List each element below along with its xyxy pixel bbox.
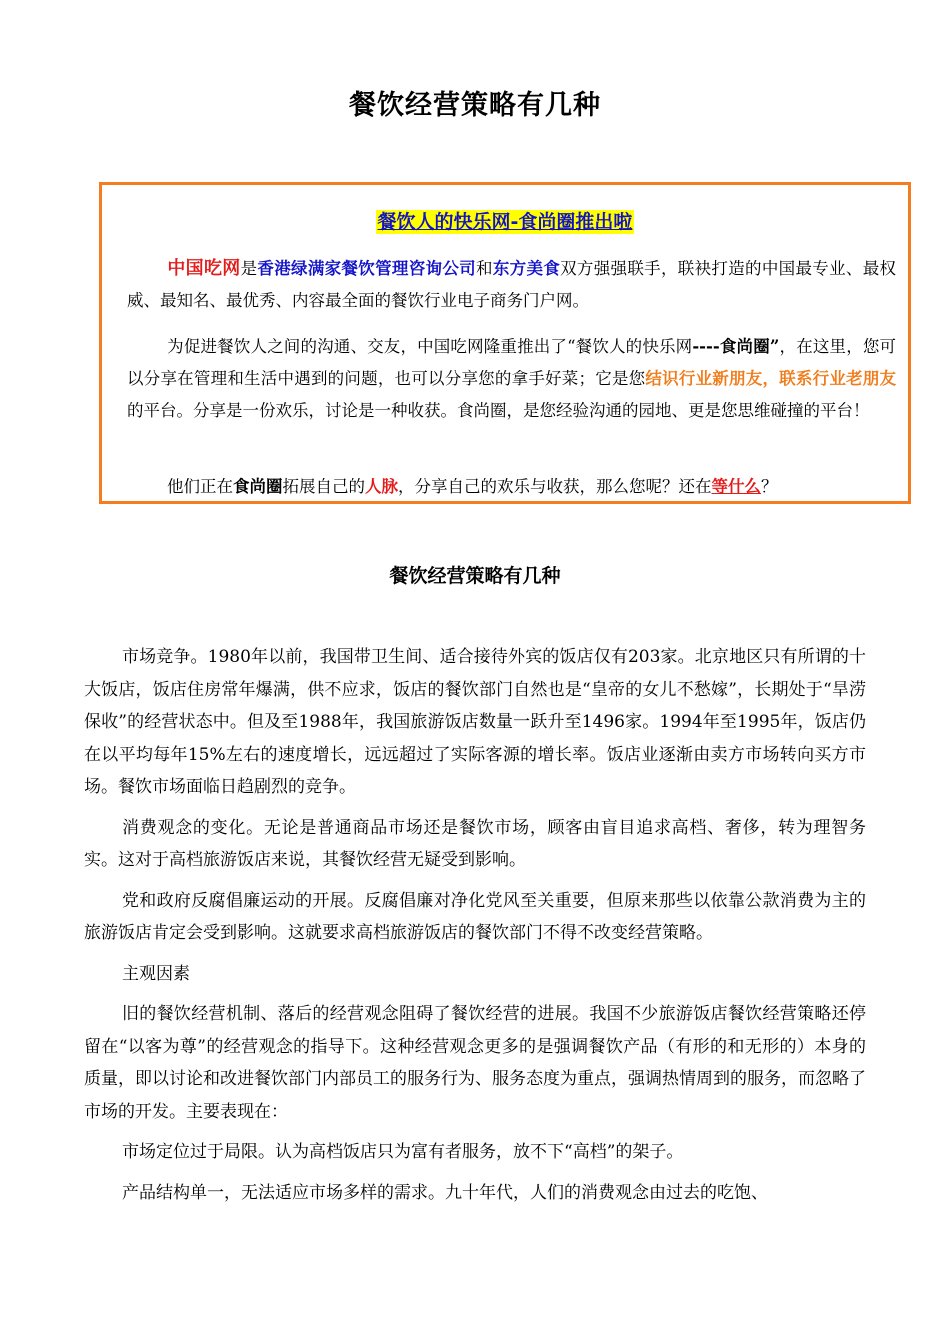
highlight-friends: 结识行业新朋友，联系行业老朋友 (645, 369, 897, 388)
article-paragraph: 党和政府反腐倡廉运动的开展。反腐倡廉对净化党风至关重要，但原来那些以依靠公款消费为主的旅游饭店肯定会受到影响。这就要求高档旅游饭店的餐饮部门不得不改变经营策略。 (84, 890, 866, 943)
document-title: 餐饮经营策略有几种 (349, 90, 601, 121)
promo-paragraph-3: 他们正在食尚圈拓展自己的人脉，分享自己的欢乐与收获，那么您呢？还在等什么？ (167, 477, 778, 496)
brand-name: 中国吃网 (167, 258, 241, 279)
article-paragraph: 市场定位过于局限。认为高档饭店只为富有者服务，放不下“高档”的架子。 (122, 1142, 684, 1162)
promo-headline[interactable] (102, 207, 908, 234)
article-title: 餐饮经营策略有几种 (389, 565, 561, 587)
promo-paragraph-2: 为促进餐饮人之间的沟通、交友，中国吃网隆重推出了“餐饮人的快乐网----食尚圈”，在这里，您可以分享在管理和生活中遇到的问题，也可以分享您的拿手好菜；它是您结识行业新朋友，联系行业老朋友的平台。分享是一份欢乐，讨论是一种收获。食尚圈，是您经验沟通的园地、更是您思维碰撞的平台！ (127, 337, 897, 420)
promo-box (99, 182, 911, 504)
article-paragraph: 市场竞争。1980年以前，我国带卫生间、适合接待外宾的饭店仅有203家。北京地区只有所谓的十大饭店，饭店住房常年爆满，供不应求，饭店的餐饮部门自然也是“皇帝的女儿不愁嫁”，长期处于“旱涝保收”的经营状态中。但及至1988年，我国旅游饭店数量一跃升至1496家。1994年至1995年，饭店仍在以平均每年15%左右的速度增长，远远超过了实际客源的增长率。饭店业逐渐由卖方市场转向买方市场。餐饮市场面临日趋剧烈的竞争。 (84, 647, 866, 797)
article-paragraph: 旧的餐饮经营机制、落后的经营观念阻碍了餐饮经营的进展。我国不少旅游饭店餐饮经营策略还停留在“以客为尊”的经营观念的指导下。这种经营观念更多的是强调餐饮产品（有形的和无形的）本身的质量，即以讨论和改进餐饮部门内部员工的服务行为、服务态度为重点，强调热情周到的服务，而忽略了市场的开发。主要表现在： (84, 1004, 866, 1122)
article-paragraph: 消费观念的变化。无论是普通商品市场还是餐饮市场，顾客由盲目追求高档、奢侈，转为理智务实。这对于高档旅游饭店来说，其餐饮经营无疑受到影响。 (84, 817, 866, 870)
company-link-1: 香港绿满家餐饮管理咨询公司 (257, 259, 476, 278)
company-link-2: 东方美食 (492, 259, 561, 278)
what-are-you-waiting-link[interactable]: 等什么 (711, 477, 761, 496)
promo-paragraph-1: 中国吃网是香港绿满家餐饮管理咨询公司和东方美食双方强强联手，联袂打造的中国最专业、最权威、最知名、最优秀、内容最全面的餐饮行业电子商务门户网。 (127, 258, 897, 310)
article-body (84, 641, 866, 1217)
article-paragraph: 主观因素 (122, 963, 190, 984)
promo-headline-link[interactable]: 餐饮人的快乐网-食尚圈推出啦 (377, 211, 633, 233)
article-paragraph: 产品结构单一，无法适应市场多样的需求。九十年代，人们的消费观念由过去的吃饱、 (122, 1182, 768, 1203)
